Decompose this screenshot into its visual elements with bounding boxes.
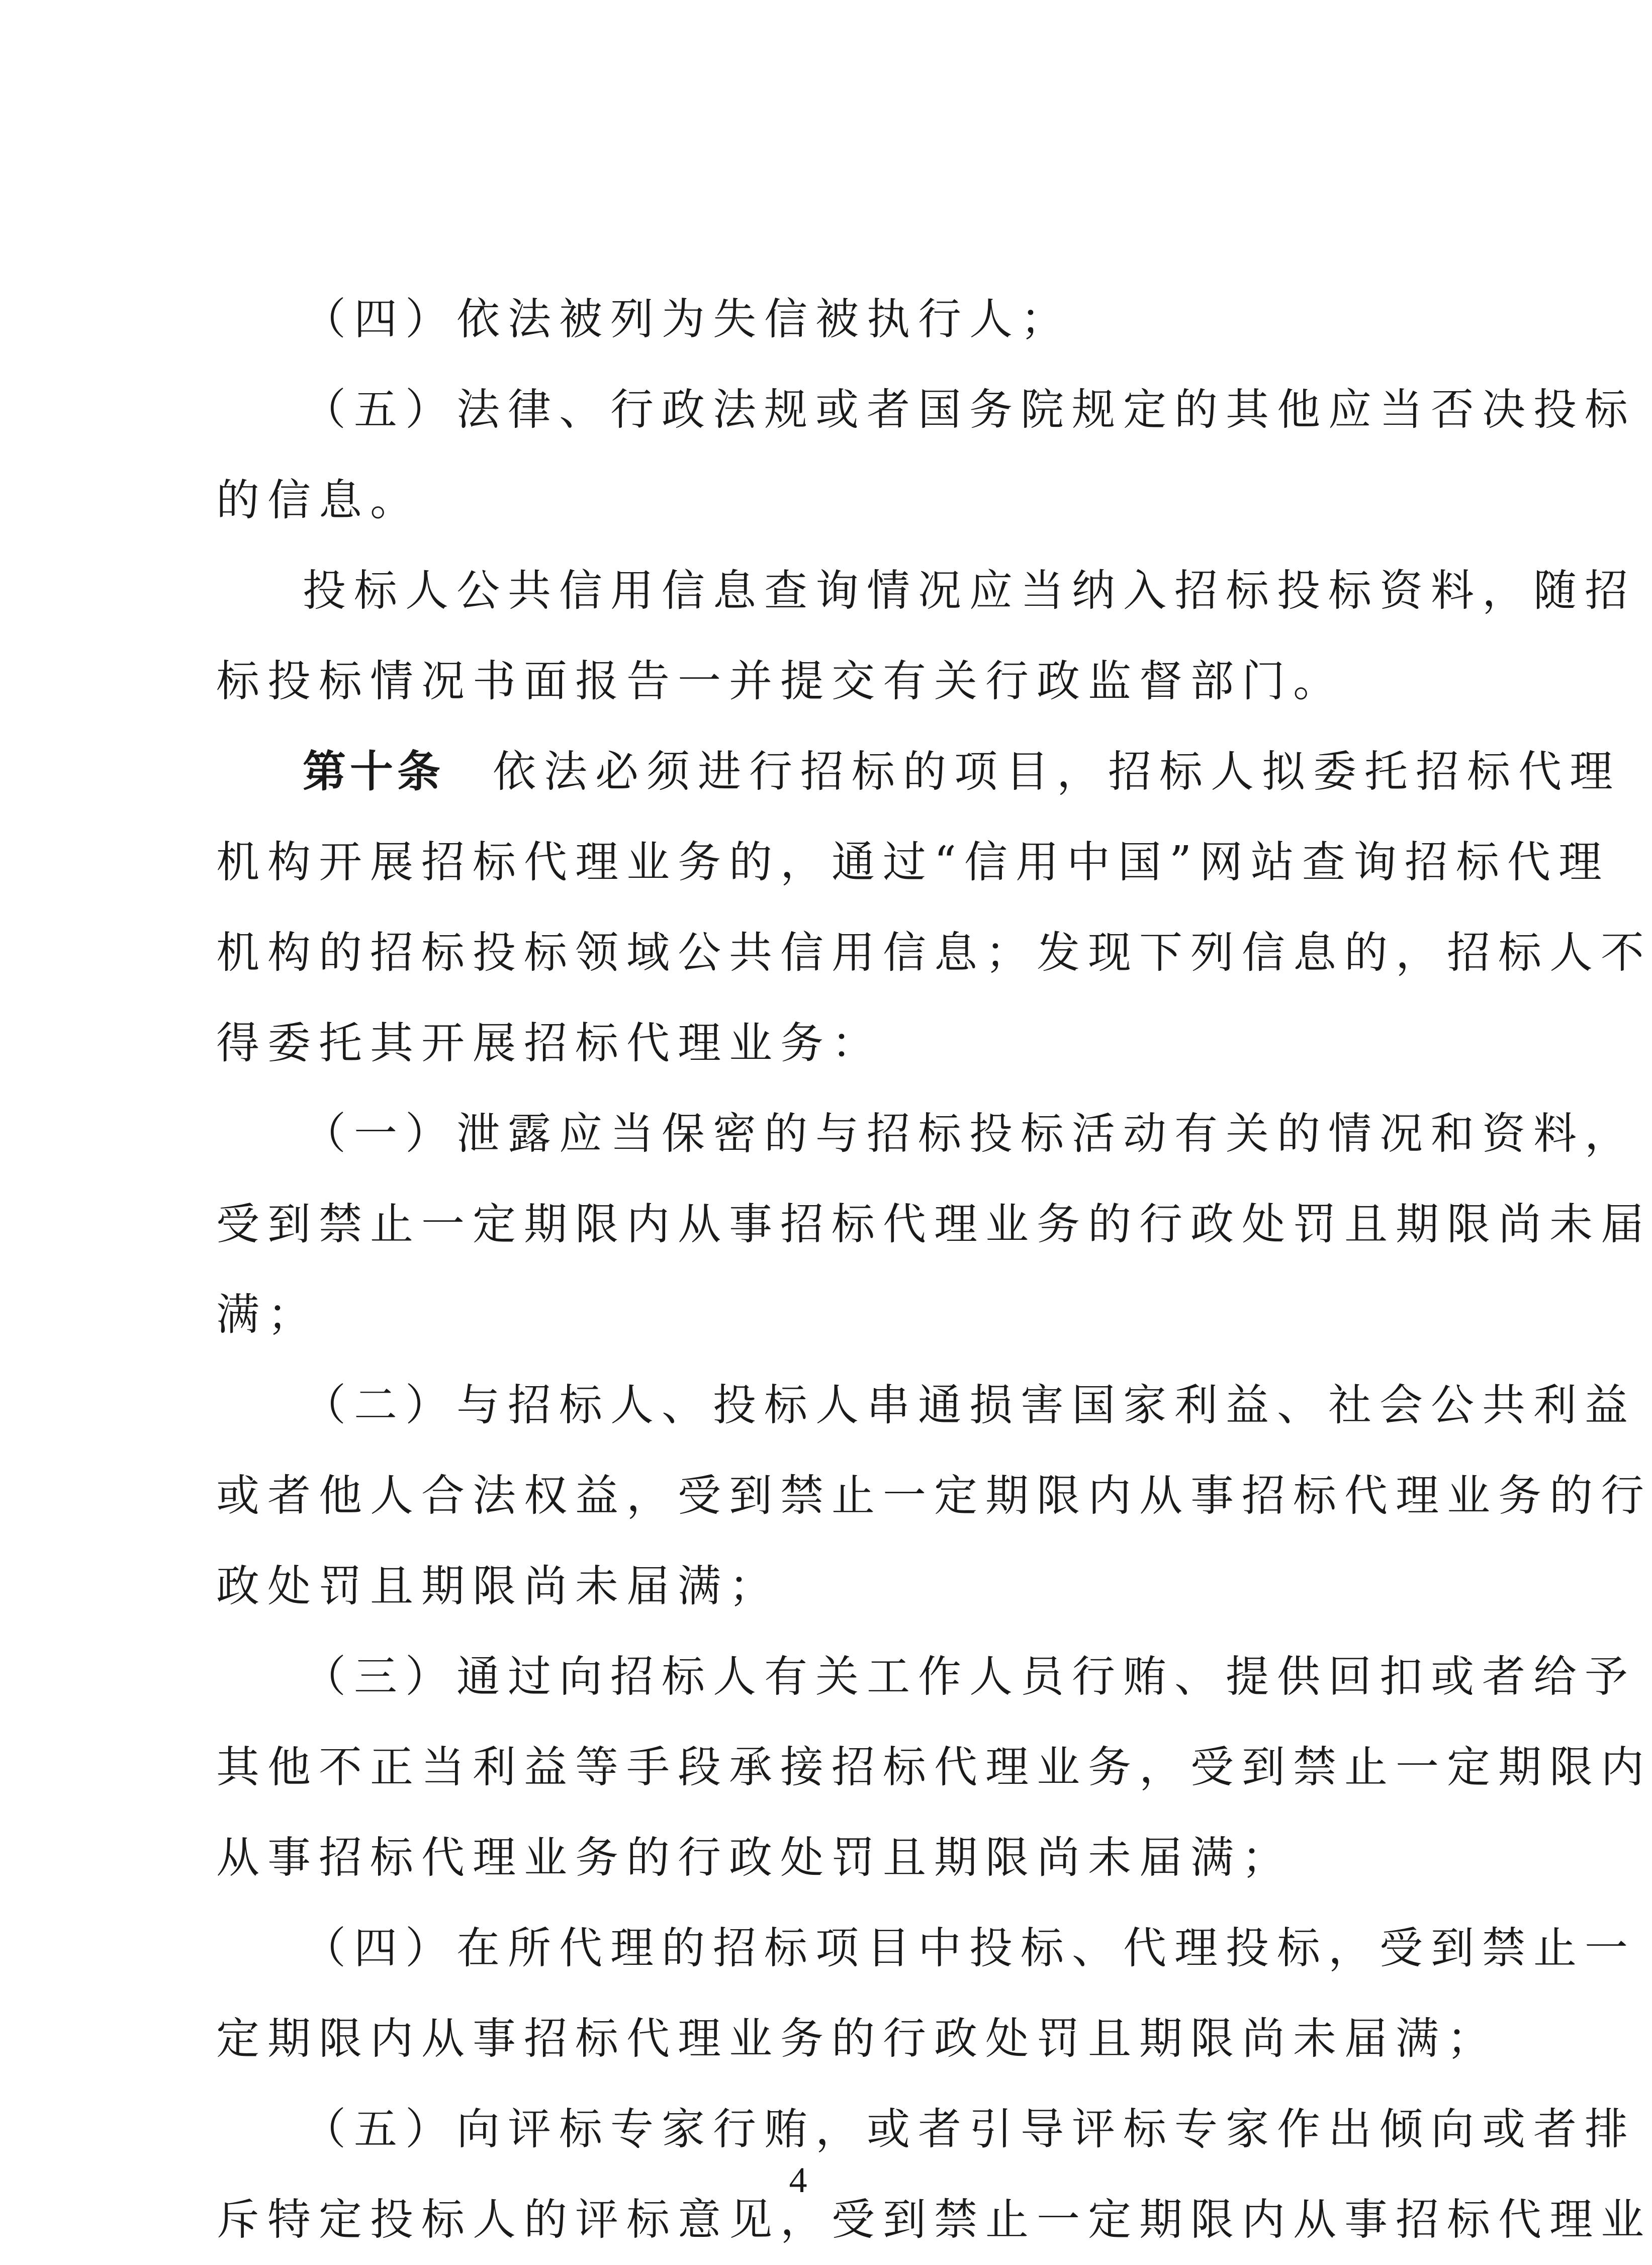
item-line-continuation: 定期限内从事招标代理业务的行政处罚且期限尚未届满； bbox=[216, 2014, 1498, 2064]
paragraph-line-continuation: 标投标情况书面报告一并提交有关行政监督部门。 bbox=[216, 656, 1344, 706]
item-line-continuation: 受到禁止一定期限内从事招标代理业务的行政处罚且期限尚未届 bbox=[216, 1199, 1652, 1249]
item-line: （一）泄露应当保密的与招标投标活动有关的情况和资料， bbox=[303, 1109, 1636, 1159]
article-line-continuation: 得委托其开展招标代理业务： bbox=[216, 1018, 883, 1068]
document-body bbox=[216, 274, 1652, 2265]
item-line: （三）通过向招标人有关工作人员行贿、提供回扣或者给予 bbox=[303, 1652, 1636, 1702]
item-line-continuation: 的信息。 bbox=[216, 475, 421, 525]
item-line: （二）与招标人、投标人串通损害国家利益、社会公共利益 bbox=[303, 1380, 1636, 1430]
item-line-continuation: 从事招标代理业务的行政处罚且期限尚未届满； bbox=[216, 1833, 1293, 1883]
item-line-continuation: 斥特定投标人的评标意见，受到禁止一定期限内从事招标代理业 bbox=[216, 2195, 1652, 2245]
article-line-continuation: 机构的招标投标领域公共信用信息；发现下列信息的，招标人不 bbox=[216, 928, 1652, 978]
item-line: （五）法律、行政法规或者国务院规定的其他应当否决投标 bbox=[303, 385, 1636, 435]
item-line: （五）向评标专家行贿，或者引导评标专家作出倾向或者排 bbox=[303, 2104, 1636, 2154]
item-line-continuation: 或者他人合法权益，受到禁止一定期限内从事招标代理业务的行 bbox=[216, 1471, 1652, 1521]
article-text: 依法必须进行招标的项目，招标人拟委托招标代理 bbox=[493, 747, 1621, 797]
article-line bbox=[216, 727, 1621, 817]
page-number: 4 bbox=[789, 2160, 807, 2200]
item-line-continuation: 其他不正当利益等手段承接招标代理业务，受到禁止一定期限内 bbox=[216, 1742, 1652, 1792]
item-line-continuation: 满； bbox=[216, 1290, 319, 1340]
item-line: （四）依法被列为失信被执行人； bbox=[303, 294, 1072, 344]
article-line-continuation: 机构开展招标代理业务的，通过“信用中国”网站查询招标代理 bbox=[216, 837, 1610, 887]
paragraph-line: 投标人公共信用信息查询情况应当纳入招标投标资料，随招 bbox=[303, 566, 1636, 616]
item-line-continuation: 政处罚且期限尚未届满； bbox=[216, 1561, 780, 1611]
article-heading: 第十条 bbox=[303, 747, 444, 797]
item-line: （四）在所代理的招标项目中投标、代理投标，受到禁止一 bbox=[303, 1923, 1636, 1973]
